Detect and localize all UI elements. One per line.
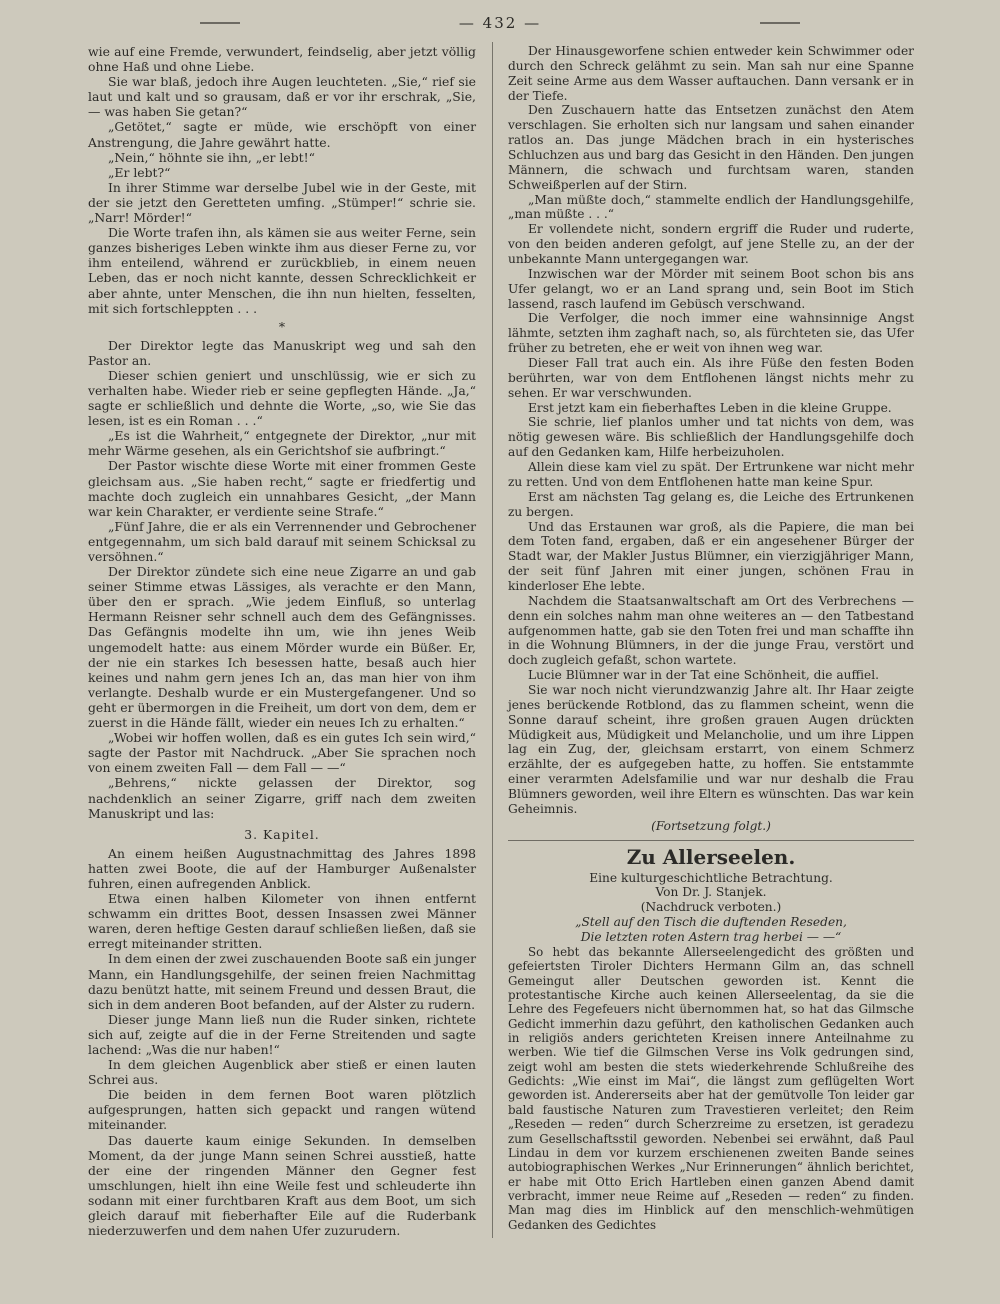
paragraph: Der Pastor wischte diese Worte mit einer frommen Geste gleichsam aus. „Sie haben recht,“ sagte er friedfertig und machte doch zugleich ein unnahbares Gesicht, „der Mann war kein Charakter, er verdiente seine Strafe.“ — [88, 458, 476, 519]
paragraph: In ihrer Stimme war derselbe Jubel wie in der Geste, mit der sie jetzt den Geretteten umfing. „Stümper!“ schrie sie. „Narr! Mörder!“ — [88, 179, 476, 226]
paragraph: Erst am nächsten Tag gelang es, die Leiche des Ertrunkenen zu bergen. — [508, 489, 914, 519]
chapter-heading: 3. Kapitel. — [244, 826, 320, 842]
paragraph: „Getötet,“ sagte er müde, wie erschöpft von einer Anstrengung, die Jahre gewährt hatte. — [88, 119, 476, 150]
paragraph: Etwa einen halben Kilometer von ihnen entfernt schwamm ein drittes Boot, dessen Insassen zwei Männer waren, deren heftige Gesten darauf schließen ließen, daß sie erregt miteinander stritten. — [88, 891, 476, 952]
paragraph: Inzwischen war der Mörder mit seinem Boot schon bis ans Ufer gelangt, wo er an Land sprang und, sein Boot im Stich lassend, rasch laufend im Gebüsch verschwand. — [508, 266, 914, 311]
paragraph: „Fünf Jahre, die er als ein Verrennender und Gebrochener entgegennahm, um sich bald darauf mit seinem Schicksal zu versöhnen.“ — [88, 518, 476, 564]
paragraph: „Behrens,“ nickte gelassen der Direktor, sog nachdenklich an seiner Zigarre, griff nach dem zweiten Manuskript und las: — [88, 775, 476, 821]
poem-line: „Stell auf den Tisch die duftenden Reseden, — [575, 915, 847, 930]
paragraph: Die Verfolger, die noch immer eine wahnsinnige Angst lähmte, setzten ihm zaghaft nach, so, als fürchteten sie, das Ufer früher zu betreten, ehe er weit von ihnen weg war. — [508, 311, 914, 356]
paragraph: „Nein,“ höhnte sie ihn, „er lebt!“ — [108, 149, 315, 165]
article-byline: (Nachdruck verboten.) — [640, 900, 782, 915]
left-column — [88, 44, 476, 1238]
poem-line: Die letzten roten Astern trag herbei — —“ — [580, 929, 842, 944]
paragraph: „Wobei wir hoffen wollen, daß es ein gutes Ich sein wird,“ sagte der Pastor mit Nachdruck. „Aber Sie sprachen noch von einem zweiten Fall — dem Fall — —“ — [88, 730, 476, 776]
paragraph: Erst jetzt kam ein fieberhaftes Leben in die kleine Gruppe. — [528, 400, 892, 415]
paragraph: An einem heißen Augustnachmittag des Jahres 1898 hatten zwei Boote, die auf der Hamburger Außenalster fuhren, einen aufregenden Anblick. — [88, 845, 476, 891]
paragraph: Der Direktor zündete sich eine neue Zigarre an und gab seiner Stimme etwas Lässiges, als verachte er den Mann, über den er sprach. „Wie jedem Einfluß, so unterlag Hermann Reisner sehr schnell auch dem des Gefängnisses. Das Gefängnis modelte ihn um, wie ihn jenes Weib ungemodelt hatte: aus einem Mörder wurde ein Büßer. Er, der nie ein starkes Ich besessen hatte, besaß auch hier keines und nahm gern jenes Ich an, das man hier von ihm verlangte. Deshalb wurde er ein Mustergefangener. Und so geht er übermorgen in die Freiheit, um dort von dem, dem er zuerst in die Hände fällt, wieder ein neues Ich zu erhalten.“ — [88, 564, 476, 731]
paragraph: In dem gleichen Augenblick aber stieß er einen lauten Schrei aus. — [88, 1057, 476, 1088]
article-divider — [508, 840, 914, 841]
paragraph: Sie schrie, lief planlos umher und tat nichts von dem, was nötig gewesen wäre. Bis schließlich der Handlungsgehilfe doch auf den Gedanken kam, Hilfe herbeizuholen. — [508, 415, 914, 460]
paragraph: wie auf eine Fremde, verwundert, feindselig, aber jetzt völlig ohne Haß und ohne Liebe. — [88, 44, 476, 75]
paragraph: „Er lebt?“ — [108, 164, 171, 180]
paragraph: Dieser schien geniert und unschlüssig, wie er sich zu verhalten habe. Wieder rieb er seine gepflegten Hände. „Ja,“ sagte er schließlich und dehnte die Worte, „so, wie Sie das lesen, ist es ein Roman . . .“ — [88, 367, 476, 429]
paragraph: Allein diese kam viel zu spät. Der Ertrunkene war nicht mehr zu retten. Und von dem Entflohenen hatte man keine Spur. — [508, 460, 914, 489]
paragraph: So hebt das bekannte Allerseelengedicht des größten und gefeiertsten Tiroler Dichters Hermann Gilm an, das schnell Gemeingut aller Deutschen geworden ist. Kennt die protestantische Kirche auch keinen Allerseelentag, da sie die Lehre des Fegefeuers nicht übernommen hat, so hat das Gilmsche Gedicht immerhin dazu geführt, den katholischen Gedanken auch in religiös anders gerichteten Kreisen innere Anteilnahme zu werben. Wie tief die Gilmschen Verse ins Volk gedrungen sind, zeigt wohl am besten die stets wiederkehrende Schlußreihe des Gedichts: „Wie einst im Mai“, die längst zum geflügelten Wort geworden ist. Andererseits aber hat der gemütvolle Ton leider gar bald faustische Naturen zum Travestieren verleitet; den Reim „Reseden — reden“ durch Scherzreime zu ersetzen, ist geradezu zum Gesellschaftsstil geworden. Nebenbei sei erwähnt, daß Paul Lindau in dem vor kurzem erschienenen zweiten Bande seines autobiographischen Werkes „Nur Erinnerungen“ ähnlich berichtet, er habe mit Otto Erich Hartleben einen ganzen Abend damit verbracht, immer neue Reime auf „Reseden — reden“ zu finden. Man mag dies im Hinblick auf den menschlich-wehmütigen Gedanken des Gedichtes — [508, 944, 914, 1232]
paragraph: Das dauerte kaum einige Sekunden. In demselben Moment, da der junge Mann seinen Schrei ausstieß, hatte der eine der ringenden Männer den Gegner fest umschlungen, hielt ihn eine Weile fest und schleuderte ihn sodann mit einer furchtbaren Kraft aus dem Boot, um sich gleich darauf mit fieberhafter Eile auf die Ruderbank niederzuwerfen und dem nahen Ufer zuzurudern. — [88, 1132, 476, 1239]
article-byline: Eine kulturgeschichtliche Betrachtung. — [589, 870, 833, 885]
page-number: — 432 — — [458, 14, 542, 32]
section-separator: * — [278, 318, 286, 334]
right-column — [508, 44, 914, 1232]
continuation-note: (Fortsetzung folgt.) — [651, 818, 771, 833]
paragraph: Lucie Blümner war in der Tat eine Schönheit, die auffiel. — [528, 668, 880, 683]
paragraph: Der Direktor legte das Manuskript weg und sah den Pastor an. — [88, 337, 476, 368]
paragraph: „Man müßte doch,“ stammelte endlich der Handlungsgehilfe, „man müßte . . .“ — [508, 192, 914, 222]
paragraph: Dieser junge Mann ließ nun die Ruder sinken, richtete sich auf, zeigte auf die in der Ferne Streitenden und sagte lachend: „Was die nur haben!“ — [88, 1011, 476, 1057]
paragraph: „Es ist die Wahrheit,“ entgegnete der Direktor, „nur mit mehr Wärme gesehen, als ein Gerichtshof sie aufbringt.“ — [88, 428, 476, 459]
paragraph: Und das Erstaunen war groß, als die Papiere, die man bei dem Toten fand, ergaben, daß er ein angesehener Bürger der Stadt war, der Makler Justus Blümner, ein vierzigjähriger Mann, der seit fünf Jahren mit einer jungen, schönen Frau in kinderloser Ehe lebte. — [508, 519, 914, 593]
paragraph: Der Hinausgeworfene schien entweder kein Schwimmer oder durch den Schreck gelähmt zu sein. Man sah nur eine Spanne Zeit seine Arme aus dem Wasser auftauchen. Dann versank er in der Tiefe. — [508, 44, 914, 103]
paragraph: Den Zuschauern hatte das Entsetzen zunächst den Atem verschlagen. Sie erholten sich nur langsam und sahen einander ratlos an. Das junge Mädchen brach in ein hysterisches Schluchzen aus und barg das Gesicht in den Händen. Den jungen Männern, die schwach und furchtsam waren, standen Schweißperlen auf der Stirn. — [508, 103, 914, 192]
paragraph: In dem einen der zwei zuschauenden Boote saß ein junger Mann, ein Handlungsgehilfe, der seinen freien Nachmittag dazu benützt hatte, mit seinem Freund und dessen Braut, die sich in dem anderen Boot befanden, auf der Alster zu rudern. — [88, 951, 476, 1012]
paragraph: Sie war blaß, jedoch ihre Augen leuchteten. „Sie,“ rief sie laut und kalt und so grausam, daß er vor ihr erschrak, „Sie, — was haben Sie getan?“ — [88, 74, 476, 120]
paragraph: Er vollendete nicht, sondern ergriff die Ruder und ruderte, von den beiden anderen gefolgt, auf jene Stelle zu, an der der unbekannte Mann untergegangen war. — [508, 222, 914, 267]
paragraph: Nachdem die Staatsanwaltschaft am Ort des Verbrechens — denn ein solches nahm man ohne weiteres an — den Tatbestand aufgenommen hatte, gab sie den Toten frei und man schaffte ihn in die Wohnung Blümners, in der die junge Frau, verstört und doch zugleich gefaßt, schon wartete. — [508, 593, 914, 668]
paragraph: Dieser Fall trat auch ein. Als ihre Füße den festen Boden berührten, war von dem Entflohenen längst nichts mehr zu sehen. Er war verschwunden. — [508, 356, 914, 400]
paragraph: Sie war noch nicht vierundzwanzig Jahre alt. Ihr Haar zeigte jenes berückende Rotblond, das zu flammen scheint, wenn die Sonne darauf scheint, ihre großen grauen Augen drückten Müdigkeit aus, Müdigkeit und Melancholie, und um ihre Lippen lag ein Zug, der, gleichsam erstarrt, von einem Schmerz erzählte, der es aufgegeben hatte, zu hoffen. Sie entstammte einer verarmten Adelsfamilie und war nur deshalb die Frau Blümners geworden, weil ihre Eltern es wünschten. Das war kein Geheimnis. — [508, 682, 914, 816]
paragraph: Die beiden in dem fernen Boot waren plötzlich aufgesprungen, hatten sich gepackt und rangen wütend miteinander. — [88, 1087, 476, 1133]
article-byline: Von Dr. J. Stanjek. — [655, 885, 767, 900]
column-divider — [492, 42, 493, 1238]
article-title: Zu Allerseelen. — [626, 844, 796, 869]
paragraph: Die Worte trafen ihn, als kämen sie aus weiter Ferne, sein ganzes bisheriges Leben winkte ihm aus dieser Ferne zu, vor ihm enteilend, während er zurückblieb, in einem neuen Leben, das er noch nicht kannte, dessen Schrecklichkeit er aber ahnte, unter Menschen, die ihn nun hielten, fesselten, mit sich fortschleppten . . . — [88, 225, 476, 316]
